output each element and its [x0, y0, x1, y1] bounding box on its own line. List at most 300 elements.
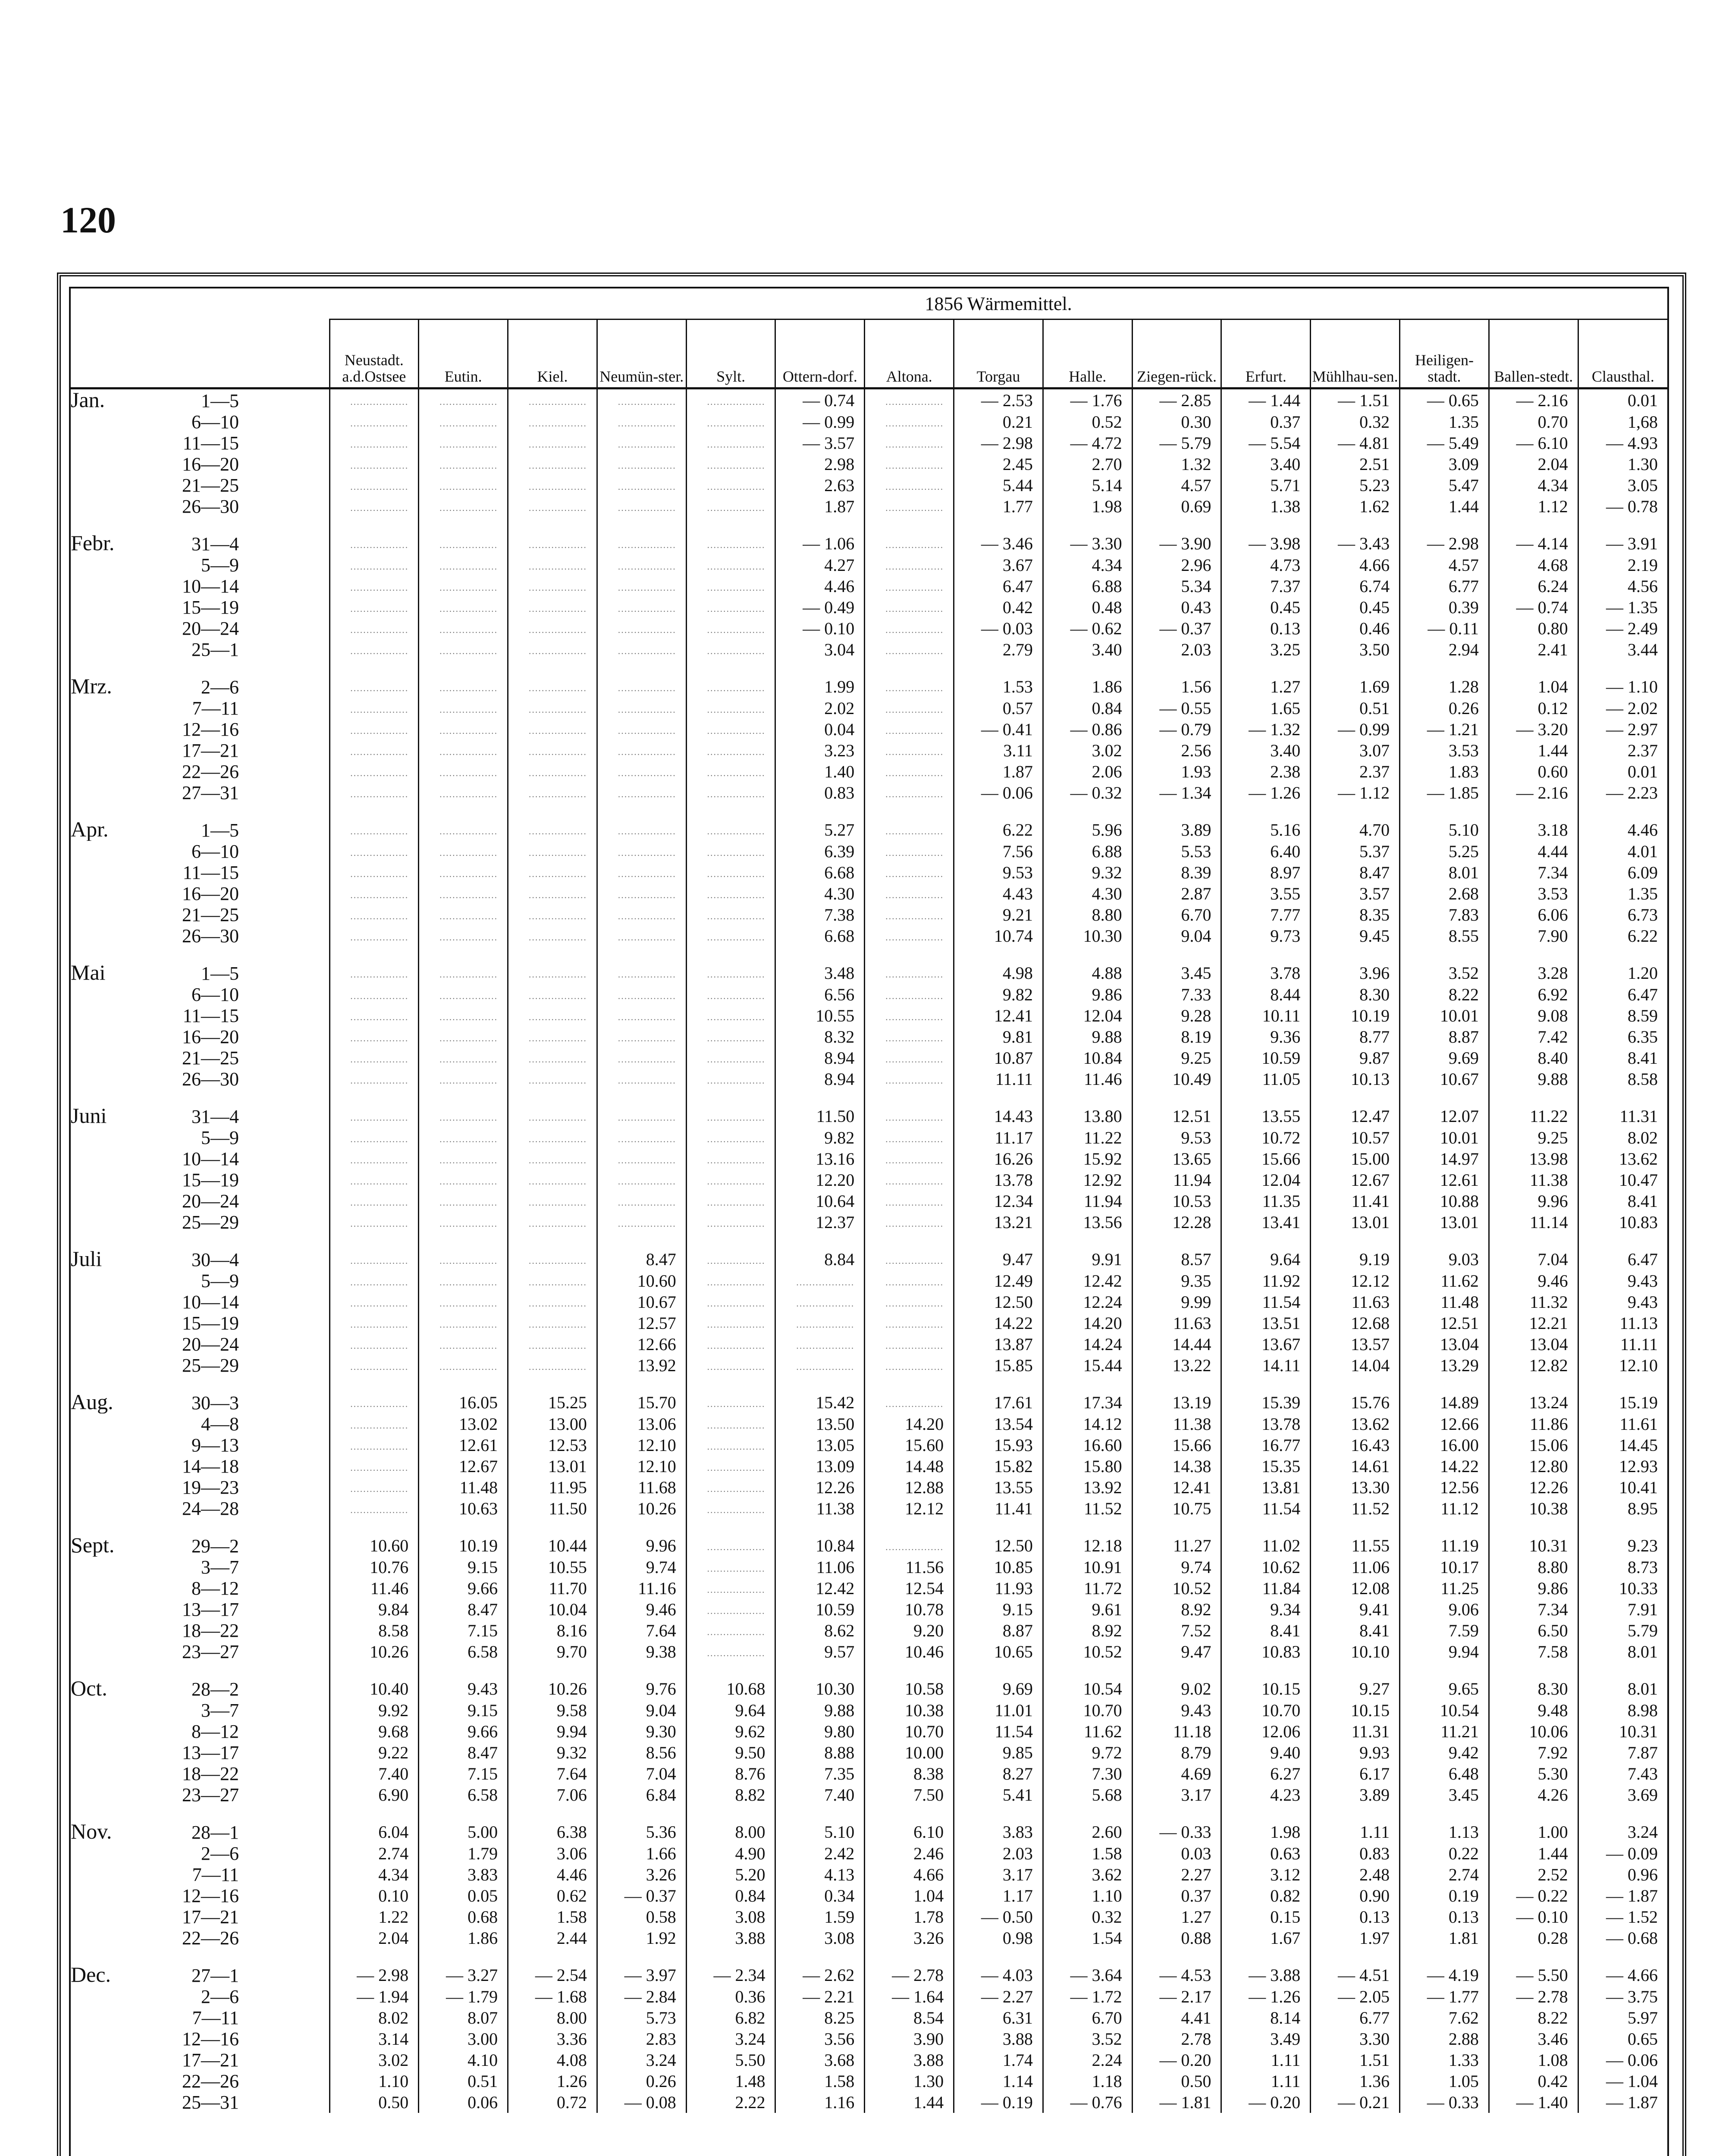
cell-value: 13.01: [1311, 1212, 1400, 1233]
cell-value: 4.23: [1221, 1784, 1311, 1805]
column-header: Kiel.: [508, 320, 597, 389]
cell-value: 3.17: [1132, 1784, 1221, 1805]
cell-value: [419, 1169, 508, 1191]
cell-value: 1.97: [1311, 1927, 1400, 1949]
cell-value: [329, 1313, 419, 1334]
empty-dots: ..................: [885, 990, 944, 1001]
cell-value: — 1.40: [1489, 2092, 1578, 2113]
spacer-cell: [1489, 1519, 1578, 1535]
cell-value: 8.02: [1578, 1127, 1667, 1148]
cell-value: 5.47: [1400, 475, 1489, 496]
cell-value: [329, 925, 419, 946]
cell-value: [597, 533, 686, 555]
cell-value: [597, 389, 686, 412]
empty-dots: ..................: [439, 439, 498, 450]
empty-dots: ..................: [707, 1112, 766, 1123]
cell-value: 11.13: [1578, 1313, 1667, 1334]
empty-dots: ..................: [439, 932, 498, 943]
cell-value: [597, 1212, 686, 1233]
empty-dots: ..................: [528, 1255, 587, 1266]
cell-value: — 0.06: [954, 782, 1043, 803]
cell-value: [686, 1248, 775, 1270]
cell-value: 3.45: [1400, 1784, 1489, 1805]
cell-value: 9.48: [1489, 1700, 1578, 1721]
cell-value: [419, 496, 508, 517]
cell-value: 15.70: [597, 1391, 686, 1413]
spacer-cell: [1311, 1949, 1400, 1964]
cell-value: 2.44: [508, 1927, 597, 1949]
table-row: [71, 1355, 1667, 1376]
cell-value: 12.07: [1400, 1105, 1489, 1127]
empty-dots: ..................: [707, 826, 766, 837]
empty-dots: ..................: [885, 1197, 944, 1208]
empty-dots: ..................: [528, 768, 587, 778]
cell-value: — 3.90: [1132, 533, 1221, 555]
cell-value: [329, 1435, 419, 1456]
cell-value: 6.70: [1132, 904, 1221, 925]
spacer-cell: [329, 1376, 419, 1391]
empty-dots: ..................: [618, 502, 676, 513]
empty-dots: ..................: [885, 911, 944, 921]
spacer-cell: [508, 1949, 597, 1964]
cell-value: 1.11: [1221, 2049, 1311, 2071]
table-row: [71, 1248, 1667, 1270]
cell-value: 12.50: [954, 1291, 1043, 1313]
cell-value: [508, 1191, 597, 1212]
row-label: [71, 1620, 329, 1641]
cell-value: 14.48: [865, 1456, 954, 1477]
empty-dots: ..................: [707, 1033, 766, 1044]
cell-value: 0.63: [1221, 1843, 1311, 1864]
cell-value: 2.88: [1400, 2028, 1489, 2049]
cell-value: 0.52: [1043, 411, 1132, 432]
cell-value: 3.55: [1221, 883, 1311, 904]
spacer-cell: [1043, 1805, 1132, 1821]
spacer-cell: [686, 1949, 775, 1964]
spacer-cell: [1043, 946, 1132, 962]
day-range: 22—26: [182, 2071, 239, 2092]
cell-value: 1.98: [1043, 496, 1132, 517]
empty-dots: ..................: [707, 789, 766, 799]
cell-value: 0.62: [508, 1885, 597, 1906]
cell-value: 1.79: [419, 1843, 508, 1864]
cell-value: [329, 1069, 419, 1090]
spacer-cell: [1043, 803, 1132, 819]
cell-value: [865, 1005, 954, 1026]
spacer-cell: [1311, 1376, 1400, 1391]
empty-dots: ..................: [618, 932, 676, 943]
cell-value: [329, 597, 419, 618]
empty-dots: ..................: [796, 1319, 855, 1330]
cell-value: 11.55: [1311, 1535, 1400, 1557]
cell-value: — 3.30: [1043, 533, 1132, 555]
cell-value: [686, 576, 775, 597]
table-row: [71, 883, 1667, 904]
cell-value: 13.55: [1221, 1105, 1311, 1127]
empty-dots: ..................: [439, 396, 498, 407]
cell-value: [865, 1047, 954, 1069]
row-label: [71, 1641, 329, 1662]
day-range: 12—16: [182, 2028, 239, 2049]
cell-value: 9.30: [597, 1721, 686, 1742]
spacer-cell: [1578, 1949, 1667, 1964]
cell-value: [865, 904, 954, 925]
day-range: 12—16: [182, 1885, 239, 1906]
cell-value: 12.67: [419, 1456, 508, 1477]
table-row: [71, 1721, 1667, 1742]
row-label: [71, 740, 329, 761]
cell-value: 10.11: [1221, 1005, 1311, 1026]
empty-dots: ..................: [439, 1012, 498, 1022]
cell-value: [419, 1355, 508, 1376]
empty-dots: ..................: [707, 1584, 766, 1595]
cell-value: 0.46: [1311, 618, 1400, 639]
cell-value: 0.50: [1132, 2071, 1221, 2092]
cell-value: 12.21: [1489, 1313, 1578, 1334]
empty-dots: ..................: [707, 1176, 766, 1187]
day-range: 13—17: [182, 1742, 239, 1763]
cell-value: 6.74: [1311, 576, 1400, 597]
cell-value: 9.82: [775, 1127, 865, 1148]
month-label: Mrz.: [71, 676, 112, 698]
cell-value: [508, 597, 597, 618]
empty-dots: ..................: [618, 990, 676, 1001]
cell-value: 0.80: [1489, 618, 1578, 639]
cell-value: 16.43: [1311, 1435, 1400, 1456]
cell-value: [686, 1535, 775, 1557]
cell-value: [329, 1105, 419, 1127]
cell-value: 12.88: [865, 1477, 954, 1498]
cell-value: 12.61: [1400, 1169, 1489, 1191]
cell-value: [865, 1105, 954, 1127]
empty-dots: ..................: [528, 1075, 587, 1086]
cell-value: 11.95: [508, 1477, 597, 1498]
cell-value: 3.14: [329, 2028, 419, 2049]
cell-value: 4.73: [1221, 555, 1311, 576]
table-row: [71, 1557, 1667, 1578]
spacer-cell: [71, 946, 329, 962]
cell-value: 10.01: [1400, 1005, 1489, 1026]
cell-value: 11.22: [1489, 1105, 1578, 1127]
empty-dots: ..................: [618, 624, 676, 635]
row-label: [71, 496, 329, 517]
cell-value: 1.18: [1043, 2071, 1132, 2092]
table-row: [71, 618, 1667, 639]
cell-value: 2.37: [1311, 761, 1400, 782]
cell-value: — 3.98: [1221, 533, 1311, 555]
cell-value: 3.12: [1221, 1864, 1311, 1885]
spacer-cell: [865, 946, 954, 962]
spacer-cell: [329, 1805, 419, 1821]
empty-dots: ..................: [707, 1441, 766, 1452]
spacer-cell: [508, 1519, 597, 1535]
spacer-cell: [597, 1949, 686, 1964]
cell-value: 9.36: [1221, 1026, 1311, 1047]
cell-value: 8.56: [597, 1742, 686, 1763]
spacer-cell: [954, 1376, 1043, 1391]
cell-value: 1.51: [1311, 2049, 1400, 2071]
table-row: [71, 841, 1667, 862]
cell-value: 12.82: [1489, 1355, 1578, 1376]
empty-dots: ..................: [350, 725, 409, 736]
cell-value: — 3.64: [1043, 1964, 1132, 1986]
cell-value: 0.68: [419, 1906, 508, 1927]
cell-value: 11.63: [1132, 1313, 1221, 1334]
empty-dots: ..................: [885, 1134, 944, 1144]
empty-dots: ..................: [618, 396, 676, 407]
cell-value: 3.24: [597, 2049, 686, 2071]
cell-value: [329, 1169, 419, 1191]
empty-dots: ..................: [350, 1277, 409, 1288]
cell-value: 0.84: [686, 1885, 775, 1906]
cell-value: — 1.44: [1221, 389, 1311, 412]
spacer-cell: [1132, 1662, 1221, 1678]
spacer-cell: [1221, 1662, 1311, 1678]
spacer-cell: [597, 1805, 686, 1821]
cell-value: 12.04: [1043, 1005, 1132, 1026]
empty-dots: ..................: [885, 460, 944, 471]
cell-value: 11.46: [329, 1578, 419, 1599]
cell-value: 14.45: [1578, 1435, 1667, 1456]
empty-dots: ..................: [885, 725, 944, 736]
spacer-cell: [1311, 660, 1400, 676]
cell-value: 9.91: [1043, 1248, 1132, 1270]
cell-value: 2.04: [329, 1927, 419, 1949]
table-row: [71, 475, 1667, 496]
cell-value: 9.84: [329, 1599, 419, 1620]
cell-value: 3.52: [1043, 2028, 1132, 2049]
cell-value: 11.56: [865, 1557, 954, 1578]
cell-value: — 2.49: [1578, 618, 1667, 639]
cell-value: 10.30: [1043, 925, 1132, 946]
spacer-cell: [1311, 1233, 1400, 1248]
spacer-cell: [775, 1090, 865, 1105]
cell-value: 11.52: [1043, 1498, 1132, 1519]
cell-value: — 0.37: [1132, 618, 1221, 639]
cell-value: [597, 740, 686, 761]
cell-value: 15.44: [1043, 1355, 1132, 1376]
cell-value: 2.48: [1311, 1864, 1400, 1885]
row-label: [71, 1127, 329, 1148]
spacer-cell: [419, 1662, 508, 1678]
cell-value: 4.26: [1489, 1784, 1578, 1805]
cell-value: 3.44: [1578, 639, 1667, 660]
table-row: [71, 1047, 1667, 1069]
cell-value: [597, 475, 686, 496]
empty-dots: ..................: [707, 460, 766, 471]
cell-value: 7.15: [419, 1763, 508, 1784]
cell-value: — 2.98: [954, 432, 1043, 454]
day-range: 11—15: [182, 1005, 239, 1026]
cell-value: 1.99: [775, 676, 865, 698]
spacer-cell: [597, 1519, 686, 1535]
empty-dots: ..................: [350, 646, 409, 656]
cell-value: — 2.98: [329, 1964, 419, 1986]
cell-value: 14.12: [1043, 1413, 1132, 1435]
cell-value: [686, 1413, 775, 1435]
cell-value: 8.87: [1400, 1026, 1489, 1047]
cell-value: 6.24: [1489, 576, 1578, 597]
cell-value: 5.34: [1132, 576, 1221, 597]
spacer-cell: [508, 517, 597, 533]
cell-value: 7.04: [597, 1763, 686, 1784]
cell-value: 15.00: [1311, 1148, 1400, 1169]
spacer-cell: [775, 517, 865, 533]
day-range: 10—14: [182, 1148, 239, 1169]
cell-value: 8.44: [1221, 984, 1311, 1005]
cell-value: 7.34: [1489, 1599, 1578, 1620]
empty-dots: ..................: [618, 1197, 676, 1208]
cell-value: 2.96: [1132, 555, 1221, 576]
table-row: [71, 1927, 1667, 1949]
spacer-cell: [1221, 946, 1311, 962]
spacer-cell: [954, 660, 1043, 676]
cell-value: 11.62: [1043, 1721, 1132, 1742]
empty-dots: ..................: [350, 746, 409, 757]
cell-value: 8.14: [1221, 2007, 1311, 2028]
day-range: 20—24: [182, 618, 239, 639]
cell-value: 6.88: [1043, 841, 1132, 862]
empty-dots: ..................: [350, 789, 409, 799]
cell-value: 4.01: [1578, 841, 1667, 862]
cell-value: 0.83: [775, 782, 865, 803]
cell-value: 8.41: [1578, 1047, 1667, 1069]
cell-value: [686, 1047, 775, 1069]
row-label: [71, 925, 329, 946]
cell-value: 12.68: [1311, 1313, 1400, 1334]
empty-dots: ..................: [439, 582, 498, 593]
cell-value: 3.00: [419, 2028, 508, 2049]
empty-dots: ..................: [885, 1033, 944, 1044]
table-row: [71, 533, 1667, 555]
empty-dots: ..................: [707, 1361, 766, 1372]
empty-dots: ..................: [350, 1504, 409, 1515]
empty-dots: ..................: [439, 768, 498, 778]
cell-value: 15.66: [1221, 1148, 1311, 1169]
cell-value: 10.31: [1578, 1721, 1667, 1742]
cell-value: [597, 432, 686, 454]
cell-value: [419, 389, 508, 412]
cell-value: 3.07: [1311, 740, 1400, 761]
cell-value: 10.13: [1311, 1069, 1400, 1090]
spacer-cell: [954, 803, 1043, 819]
row-label: [71, 389, 329, 412]
cell-value: 13.98: [1489, 1148, 1578, 1169]
spacer-cell: [1132, 1805, 1221, 1821]
cell-value: 4.90: [686, 1843, 775, 1864]
empty-dots: ..................: [885, 826, 944, 837]
spacer-cell: [1221, 1805, 1311, 1821]
cell-value: [686, 533, 775, 555]
empty-dots: ..................: [350, 1361, 409, 1372]
day-range: 14—18: [182, 1456, 239, 1477]
empty-dots: ..................: [528, 561, 587, 572]
spacer-cell: [508, 946, 597, 962]
cell-value: [419, 1191, 508, 1212]
cell-value: 9.74: [1132, 1557, 1221, 1578]
cell-value: 4.08: [508, 2049, 597, 2071]
spacer-cell: [71, 1805, 329, 1821]
cell-value: 9.34: [1221, 1599, 1311, 1620]
empty-dots: ..................: [350, 1398, 409, 1409]
table-row: [71, 1906, 1667, 1927]
cell-value: 8.98: [1578, 1700, 1667, 1721]
table-row: [71, 1498, 1667, 1519]
table-row: [71, 2092, 1667, 2113]
cell-value: [865, 1391, 954, 1413]
cell-value: 0.90: [1311, 1885, 1400, 1906]
cell-value: 0.15: [1221, 1906, 1311, 1927]
cell-value: [508, 819, 597, 841]
day-range: 28—2: [191, 1679, 239, 1700]
cell-value: [508, 719, 597, 740]
cell-value: 14.11: [1221, 1355, 1311, 1376]
cell-value: 0.26: [597, 2071, 686, 2092]
row-label: [71, 2071, 329, 2092]
cell-value: 7.33: [1132, 984, 1221, 1005]
cell-value: 0.30: [1132, 411, 1221, 432]
cell-value: 10.06: [1489, 1721, 1578, 1742]
empty-dots: ..................: [528, 911, 587, 921]
spacer-cell: [597, 946, 686, 962]
cell-value: 12.26: [775, 1477, 865, 1498]
cell-value: 2.79: [954, 639, 1043, 660]
empty-dots: ..................: [707, 481, 766, 492]
cell-value: — 0.32: [1043, 782, 1132, 803]
cell-value: 10.54: [1400, 1700, 1489, 1721]
cell-value: [775, 1291, 865, 1313]
empty-dots: ..................: [528, 1340, 587, 1351]
cell-value: 11.12: [1400, 1498, 1489, 1519]
empty-dots: ..................: [350, 1134, 409, 1144]
cell-value: [508, 761, 597, 782]
day-range: 18—22: [182, 1620, 239, 1641]
cell-value: 12.47: [1311, 1105, 1400, 1127]
empty-dots: ..................: [350, 539, 409, 550]
cell-value: 13.51: [1221, 1313, 1311, 1334]
day-range: 20—24: [182, 1191, 239, 1212]
cell-value: — 1.72: [1043, 1986, 1132, 2007]
cell-value: 9.43: [1578, 1291, 1667, 1313]
cell-value: 1.10: [1043, 1885, 1132, 1906]
table-row: [71, 819, 1667, 841]
empty-dots: ..................: [350, 868, 409, 879]
cell-value: [865, 761, 954, 782]
empty-dots: ..................: [350, 1155, 409, 1166]
cell-value: [597, 618, 686, 639]
table-row: [71, 1986, 1667, 2007]
empty-dots: ..................: [707, 969, 766, 980]
spacer-cell: [597, 1662, 686, 1678]
cell-value: [329, 1270, 419, 1291]
empty-dots: ..................: [439, 1340, 498, 1351]
spacer-cell: [1311, 946, 1400, 962]
cell-value: 10.19: [1311, 1005, 1400, 1026]
empty-dots: ..................: [885, 1398, 944, 1409]
row-label: [71, 411, 329, 432]
cell-value: 8.39: [1132, 862, 1221, 883]
empty-dots: ..................: [439, 847, 498, 858]
cell-value: 9.94: [508, 1721, 597, 1742]
spacer-cell: [329, 1519, 419, 1535]
cell-value: 1.87: [954, 761, 1043, 782]
cell-value: — 0.65: [1400, 389, 1489, 412]
empty-dots: ..................: [528, 890, 587, 900]
cell-value: 12.66: [1400, 1413, 1489, 1435]
empty-dots: ..................: [618, 539, 676, 550]
cell-value: 1.11: [1311, 1821, 1400, 1843]
cell-value: [508, 1026, 597, 1047]
